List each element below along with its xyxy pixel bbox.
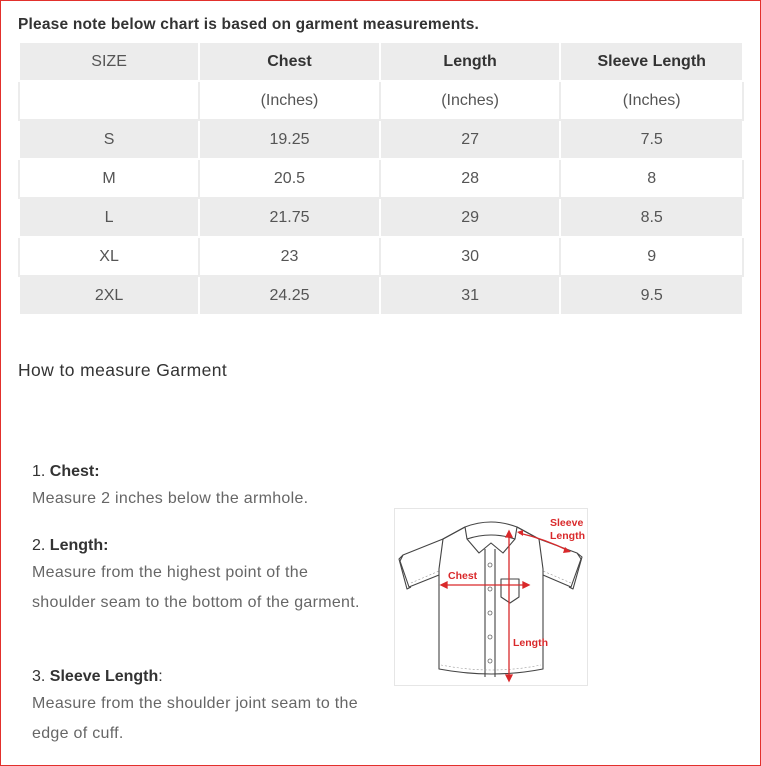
cell-chest: 24.25	[199, 276, 380, 315]
shirt-measurement-diagram	[394, 508, 588, 686]
table-header-row	[19, 42, 743, 81]
step-number: 3.	[32, 668, 46, 685]
cell-sleeve-length: 8	[560, 159, 743, 198]
step-title: Length:	[49, 537, 109, 554]
cell-sleeve-length: 9.5	[560, 276, 743, 315]
cell-size: 2XL	[19, 276, 199, 315]
table-row	[19, 237, 743, 276]
cell-sleeve-length: 7.5	[560, 120, 743, 159]
header-length: Length	[380, 42, 561, 81]
step-description: Measure 2 inches below the armhole.	[32, 490, 309, 507]
chest-label: Chest	[448, 570, 478, 582]
table-row	[19, 198, 743, 237]
table-row	[19, 159, 743, 198]
cell-sleeve-length: 9	[560, 237, 743, 276]
unit-length: (Inches)	[380, 81, 561, 120]
how-to-measure-heading: How to measure Garment	[18, 360, 228, 380]
cell-length: 30	[380, 237, 561, 276]
step-number: 1.	[32, 463, 46, 480]
cell-chest: 20.5	[199, 159, 380, 198]
step-description: Measure from the shoulder joint seam to the edge of cuff.	[32, 695, 358, 742]
cell-length: 27	[380, 120, 561, 159]
table-row	[19, 120, 743, 159]
chart-note: Please note below chart is based on garment measurements.	[18, 16, 480, 33]
header-chest: Chest	[199, 42, 380, 81]
step-title: Sleeve Length	[49, 668, 159, 685]
unit-size	[19, 81, 199, 120]
unit-sleeve-length: (Inches)	[560, 81, 743, 120]
cell-sleeve-length: 8.5	[560, 198, 743, 237]
cell-chest: 23	[199, 237, 380, 276]
table-units-row	[19, 81, 743, 120]
length-label: Length	[513, 637, 548, 649]
step-title: Chest:	[49, 463, 100, 480]
cell-length: 31	[380, 276, 561, 315]
cell-chest: 21.75	[199, 198, 380, 237]
step-title-suffix: :	[158, 668, 163, 685]
cell-size: M	[19, 159, 199, 198]
cell-length: 29	[380, 198, 561, 237]
step-description: Measure from the highest point of the shoulder seam to the bottom of the garment.	[32, 564, 360, 611]
unit-chest: (Inches)	[199, 81, 380, 120]
cell-size: S	[19, 120, 199, 159]
cell-length: 28	[380, 159, 561, 198]
cell-chest: 19.25	[199, 120, 380, 159]
size-chart-table	[18, 41, 744, 316]
cell-size: L	[19, 198, 199, 237]
sleeve-label-line2: Length	[550, 530, 585, 542]
step-chest	[32, 460, 308, 514]
step-number: 2.	[32, 537, 46, 554]
header-size: SIZE	[19, 42, 199, 81]
table-row	[19, 276, 743, 315]
sleeve-label-line1: Sleeve	[550, 517, 584, 529]
header-sleeve-length: Sleeve Length	[560, 42, 743, 81]
cell-size: XL	[19, 237, 199, 276]
step-length	[32, 534, 367, 617]
step-sleeve-length	[32, 665, 367, 748]
